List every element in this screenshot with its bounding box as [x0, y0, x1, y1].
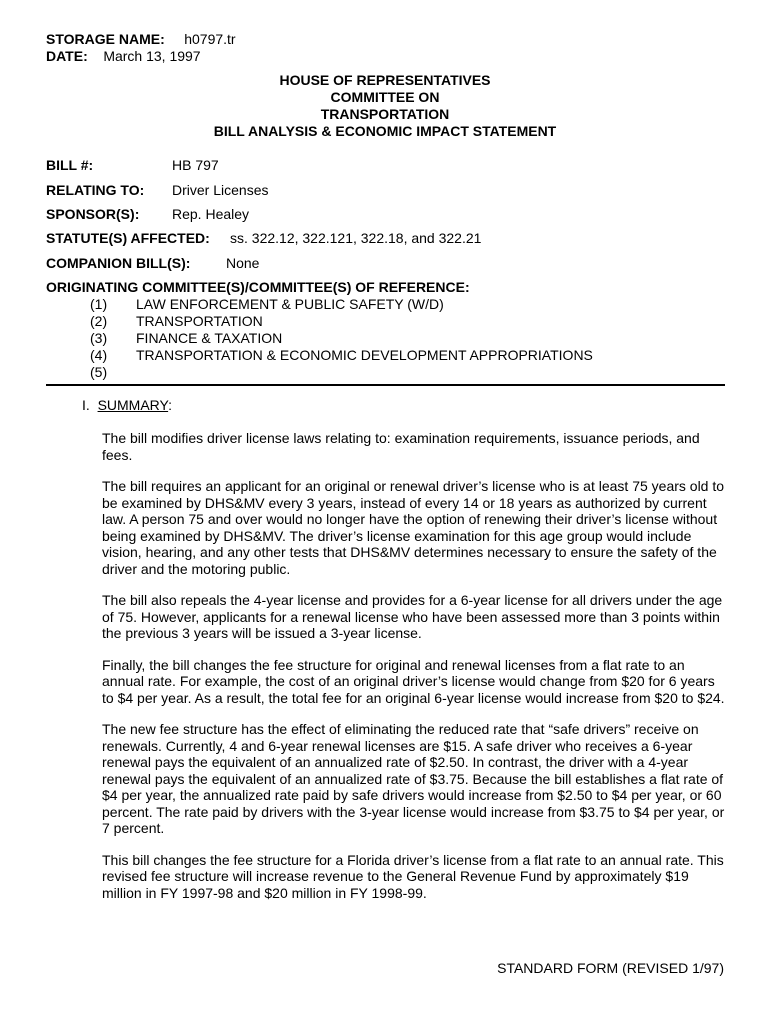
- companion-label: COMPANION BILL(S): [46, 255, 186, 271]
- summary-heading: I. SUMMARY:: [82, 397, 172, 413]
- committee-item: (3) FINANCE & TAXATION: [90, 330, 283, 346]
- storage-name-line: STORAGE NAME: h0797.tr: [46, 31, 236, 47]
- summary-numeral: I.: [82, 397, 90, 413]
- summary-paragraph: Finally, the bill changes the fee structure for original and renewal licenses from a flat rate to an annual rate. For example, the cost of an original driver’s license would change from $20 for 6 years to $4 per year. As a result, the total fee for an original 6-year license would increase from $20 to $24.: [102, 656, 725, 706]
- title-line-3: TRANSPORTATION: [320, 106, 450, 122]
- bill-number-label: BILL #: [46, 157, 89, 173]
- summary-paragraph: The new fee structure has the effect of eliminating the reduced rate that “safe drivers” receive on renewals. Currently, 4 and 6-year renewal licenses are $15. A safe driver who receives a 6-year renewal pays the equivalent of an annualized rate of $2.50. In contrast, the driver with a 4-year renewal pays the equivalent of an annualized rate of $3.75. Because the bill establishes a flat rate of $4 per year, the annualized rate paid by safe drivers would increase from $2.50 to $4 per year, or 60 percent. The rate paid by drivers with the 3-year license would increase from $3.75 to $4 per year, or 7 percent.: [102, 721, 725, 836]
- companion-value: None: [226, 255, 260, 271]
- committee-item: (1) LAW ENFORCEMENT & PUBLIC SAFETY (W/D): [90, 296, 444, 312]
- committee-item: (4) TRANSPORTATION & ECONOMIC DEVELOPMENT APPROPRIATIONS: [90, 347, 593, 363]
- summary-paragraph: The bill requires an applicant for an original or renewal driver’s license who is at least 75 years old to be examined by DHS&MV every 3 years, instead of every 14 or 18 years as authorized by current law. A person 75 and over would no longer have the option of renewing their driver’s license without being examined by DHS&MV. The driver’s license examination for this age group would include vision, hearing, and any other tests that DHS&MV determines necessary to ensure the safety of the driver and the motoring public.: [102, 478, 725, 577]
- date-line: DATE: March 13, 1997: [46, 48, 201, 64]
- summary-heading-text: SUMMARY: [97, 397, 169, 413]
- bill-number-field: BILL #: HB 797: [46, 157, 219, 173]
- sponsor-field: SPONSOR(S): Rep. Healey: [46, 206, 250, 222]
- statutes-field: STATUTE(S) AFFECTED: ss. 322.12, 322.121, 322.18, and 322.21: [46, 230, 482, 246]
- storage-name-label: STORAGE NAME: [46, 31, 161, 47]
- title-line-2: COMMITTEE ON: [330, 89, 440, 105]
- committee-list: [90, 296, 593, 381]
- committee-item: (2) TRANSPORTATION: [90, 313, 263, 329]
- title-block: [0, 72, 770, 140]
- relating-to-label: RELATING TO: [46, 182, 140, 198]
- sponsor-label: SPONSOR(S): [46, 206, 135, 222]
- originating-field: ORIGINATING COMMITTEE(S)/COMMITTEE(S) OF REFERENCE:: [46, 279, 470, 295]
- date-label: DATE: [46, 48, 84, 64]
- title-line-1: HOUSE OF REPRESENTATIVES: [279, 72, 491, 88]
- horizontal-divider: [46, 384, 725, 386]
- summary-body: [102, 430, 727, 916]
- relating-to-value: Driver Licenses: [172, 182, 269, 198]
- summary-paragraph: The bill modifies driver license laws relating to: examination requirements, issuance periods, and fees.: [102, 430, 700, 463]
- storage-name-value: h0797.tr: [184, 31, 236, 47]
- summary-paragraph: The bill also repeals the 4-year license and provides for a 6-year license for all drivers under the age of 75. However, applicants for a renewal license who have been assessed more than 3 points within the previous 3 years will be issued a 3-year license.: [102, 592, 723, 641]
- bill-number-value: HB 797: [172, 157, 219, 173]
- statutes-value: ss. 322.12, 322.121, 322.18, and 322.21: [230, 230, 482, 246]
- date-value: March 13, 1997: [103, 48, 201, 64]
- relating-to-field: RELATING TO: Driver Licenses: [46, 182, 269, 198]
- summary-paragraph: This bill changes the fee structure for a Florida driver’s license from a flat rate to an annual rate. This revised fee structure will increase revenue to the General Revenue Fund by approximately $19 million in FY 1997-98 and $20 million in FY 1998-99.: [102, 851, 724, 901]
- committee-item: (5): [90, 364, 108, 380]
- statutes-label: STATUTE(S) AFFECTED: [46, 230, 206, 246]
- title-line-4: BILL ANALYSIS & ECONOMIC IMPACT STATEMENT: [213, 123, 557, 139]
- standard-form-footer: STANDARD FORM (REVISED 1/97): [497, 960, 724, 976]
- originating-label: ORIGINATING COMMITTEE(S)/COMMITTEE(S) OF REFERENCE: [46, 279, 465, 295]
- sponsor-value: Rep. Healey: [172, 206, 250, 222]
- companion-field: COMPANION BILL(S): None: [46, 255, 260, 271]
